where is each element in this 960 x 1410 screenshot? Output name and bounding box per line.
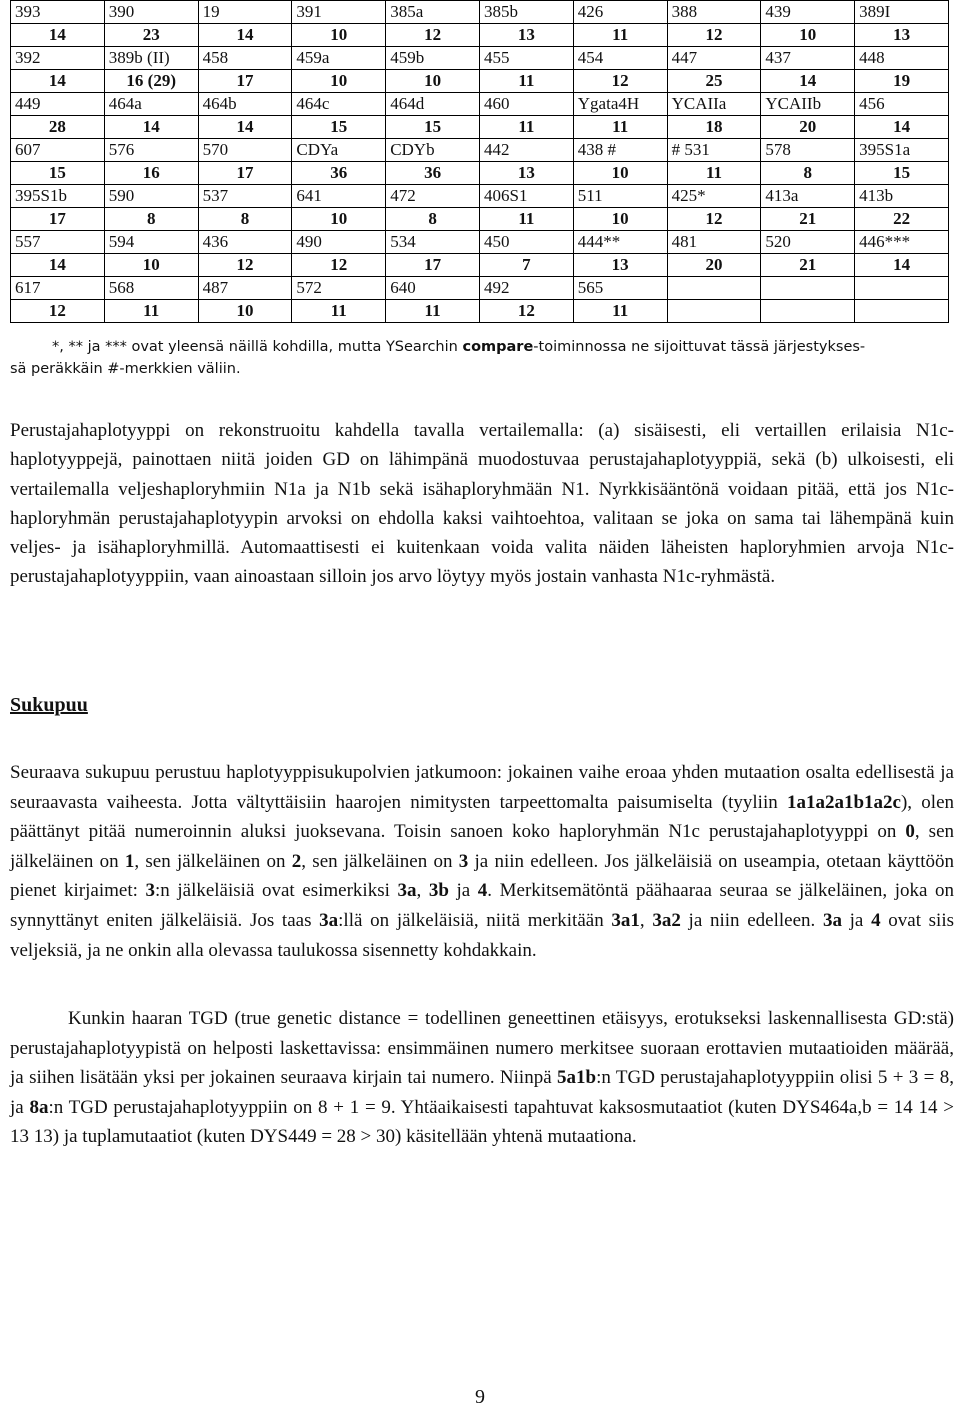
footnote-text-1: *, ** ja *** ovat yleensä näillä kohdilla, mutta YSearchin [52, 339, 463, 355]
marker-value-cell: 36 [292, 162, 386, 185]
marker-value-cell: 10 [198, 300, 292, 323]
marker-value-cell [667, 300, 761, 323]
marker-value-cell: 15 [386, 116, 480, 139]
marker-name-row [11, 139, 949, 162]
marker-name-cell: 459b [386, 47, 480, 70]
marker-name-cell: 456 [855, 93, 949, 116]
marker-name-row [11, 1, 949, 24]
marker-name-cell [667, 277, 761, 300]
section-heading: Sukupuu [10, 694, 88, 716]
marker-value-cell: 23 [104, 24, 198, 47]
marker-name-cell: 520 [761, 231, 855, 254]
marker-value-cell: 14 [11, 24, 105, 47]
marker-name-cell: 391 [292, 1, 386, 24]
marker-name-cell: 425* [667, 185, 761, 208]
marker-name-cell: 460 [479, 93, 573, 116]
paragraph-tree-numbering: Seuraava sukupuu perustuu haplotyyppisukupolvien jatkumoon: jokainen vaihe eroaa yhden mutaation osalta edellisestä ja seuraavasta vaiheesta. Jotta vältyttäisiin haarojen nimitysten tarpeettomalta paisumiselta (tyyliin 1a1a2a1b1a2c), olen päättänyt pitää numeroinnin aluksi juoksevana. Toisin sanoen koko haploryhmän N1c perustajahaplotyyppi on 0, sen jälkeläinen on 1, sen jälkeläinen on 2, sen jälkeläinen on 3 ja niin edelleen. Jos jälkeläisiä on useampia, otetaan käyttöön pienet kirjaimet: 3:n jälkeläisiä ovat esimerkiksi 3a, 3b ja 4. Merkitsemätöntä päähaaraa seuraa se jälkeläinen, joka on synnyttänyt eniten jälkeläisiä. Jos taas 3a:llä on jälkeläisiä, niitä merkitään 3a1, 3a2 ja niin edelleen. 3a ja 4 ovat siis veljeksiä, ja ne onkin alla olevassa taulukossa sisennetty kohdakkain. [10, 762, 955, 961]
marker-name-cell: 511 [573, 185, 667, 208]
marker-value-cell: 11 [573, 300, 667, 323]
page-number: 9 [475, 1386, 485, 1408]
marker-name-cell: 442 [479, 139, 573, 162]
marker-value-cell: 12 [292, 254, 386, 277]
marker-value-cell: 11 [573, 116, 667, 139]
marker-name-cell: 413a [761, 185, 855, 208]
marker-value-cell: 8 [104, 208, 198, 231]
paragraph-founder-haplotype: Perustajahaplotyyppi on rekonstruoitu kahdella tavalla vertailemalla: (a) sisäisesti, eli vertaillen erilaisia N1c-haplotyyppejä, painottaen niitä joiden GD on lähimpänä muodostuvaa perustajahaplotyyppiä, sekä (b) ulkoisesti, eli vertailemalla veljeshaploryhmiin N1a ja N1b sekä isähaploryhmään N1. Nyrkkisääntönä voidaan pitää, että jos N1c-haploryhmän perustajahaplotyypin arvoksi on ehdolla kaksi vaihtoehtoa, valitaan se joka on sama tai lähempänä kuin veljes- ja isähaploryhmillä. Automaattisesti ei kuitenkaan voida valita näiden läheisten haploryhmien arvoja N1c-perustajahaplotyyppiin, vaan ainoastaan silloin jos arvo löytyy myös jostain vanhasta N1c-ryhmästä. [10, 420, 954, 588]
marker-name-cell: 534 [386, 231, 480, 254]
marker-name-cell: 572 [292, 277, 386, 300]
marker-name-cell: 393 [11, 1, 105, 24]
marker-value-cell: 12 [198, 254, 292, 277]
marker-name-cell: 464b [198, 93, 292, 116]
marker-name-cell: 565 [573, 277, 667, 300]
marker-name-cell: 578 [761, 139, 855, 162]
marker-value-cell: 8 [386, 208, 480, 231]
marker-value-cell: 11 [292, 300, 386, 323]
marker-name-cell: 490 [292, 231, 386, 254]
marker-value-cell: 10 [573, 162, 667, 185]
marker-name-row [11, 277, 949, 300]
marker-value-row [11, 70, 949, 93]
marker-value-cell: 14 [761, 70, 855, 93]
marker-name-cell: 447 [667, 47, 761, 70]
marker-name-cell: 459a [292, 47, 386, 70]
marker-value-cell: 14 [855, 116, 949, 139]
marker-value-cell: 14 [104, 116, 198, 139]
marker-name-cell: 406S1 [479, 185, 573, 208]
marker-value-cell: 11 [104, 300, 198, 323]
marker-name-cell: 448 [855, 47, 949, 70]
marker-name-cell: 426 [573, 1, 667, 24]
marker-name-cell: 19 [198, 1, 292, 24]
marker-value-cell: 15 [292, 116, 386, 139]
marker-name-cell: 607 [11, 139, 105, 162]
marker-name-cell: 492 [479, 277, 573, 300]
marker-value-cell: 10 [292, 24, 386, 47]
marker-name-row [11, 185, 949, 208]
marker-value-cell: 10 [761, 24, 855, 47]
marker-value-cell: 7 [479, 254, 573, 277]
marker-value-cell: 14 [11, 254, 105, 277]
marker-name-cell: 389I [855, 1, 949, 24]
marker-value-cell: 21 [761, 208, 855, 231]
marker-value-cell: 14 [855, 254, 949, 277]
marker-name-cell: 458 [198, 47, 292, 70]
marker-name-cell: 385a [386, 1, 480, 24]
marker-value-cell: 11 [479, 208, 573, 231]
marker-value-cell: 11 [479, 70, 573, 93]
marker-value-cell: 36 [386, 162, 480, 185]
marker-name-cell: 436 [198, 231, 292, 254]
footnote-text-2: -toiminnossa ne sijoittuvat tässä järjestykses- [533, 339, 866, 355]
marker-name-cell: 537 [198, 185, 292, 208]
footnote-line-2: sä peräkkäin #-merkkien väliin. [10, 361, 241, 377]
marker-value-cell: 8 [198, 208, 292, 231]
table-footnote [10, 336, 948, 380]
marker-value-row [11, 208, 949, 231]
marker-value-cell: 17 [198, 162, 292, 185]
marker-value-cell: 12 [667, 24, 761, 47]
marker-value-cell: 10 [104, 254, 198, 277]
marker-name-cell: 464d [386, 93, 480, 116]
marker-name-cell: CDYa [292, 139, 386, 162]
footnote-compare: compare [462, 339, 534, 355]
marker-value-cell: 25 [667, 70, 761, 93]
marker-value-cell: 14 [198, 116, 292, 139]
marker-name-cell: 392 [11, 47, 105, 70]
marker-value-cell: 20 [667, 254, 761, 277]
marker-name-row [11, 47, 949, 70]
marker-value-cell: 20 [761, 116, 855, 139]
marker-name-cell: 438 # [573, 139, 667, 162]
marker-name-row [11, 231, 949, 254]
marker-value-cell: 10 [573, 208, 667, 231]
marker-value-cell: 10 [386, 70, 480, 93]
marker-name-cell: 454 [573, 47, 667, 70]
marker-name-cell: 437 [761, 47, 855, 70]
marker-value-cell [761, 300, 855, 323]
marker-name-cell: 594 [104, 231, 198, 254]
marker-value-cell: 13 [479, 24, 573, 47]
marker-value-cell: 15 [855, 162, 949, 185]
marker-value-row [11, 24, 949, 47]
marker-name-cell: 388 [667, 1, 761, 24]
marker-value-cell: 16 [104, 162, 198, 185]
marker-name-cell: 487 [198, 277, 292, 300]
marker-value-cell: 8 [761, 162, 855, 185]
marker-name-cell: 640 [386, 277, 480, 300]
marker-value-row [11, 162, 949, 185]
marker-name-cell: 413b [855, 185, 949, 208]
marker-name-cell: YCAIIb [761, 93, 855, 116]
marker-name-cell: 617 [11, 277, 105, 300]
marker-name-cell: 444** [573, 231, 667, 254]
marker-value-cell: 22 [855, 208, 949, 231]
marker-name-cell: Ygata4H [573, 93, 667, 116]
marker-name-cell: 395S1b [11, 185, 105, 208]
marker-value-cell: 13 [855, 24, 949, 47]
marker-name-cell: 472 [386, 185, 480, 208]
marker-name-cell: 450 [479, 231, 573, 254]
marker-name-cell: # 531 [667, 139, 761, 162]
marker-value-cell: 10 [292, 208, 386, 231]
marker-value-cell: 12 [11, 300, 105, 323]
marker-name-cell: 385b [479, 1, 573, 24]
marker-value-cell: 11 [479, 116, 573, 139]
marker-name-cell: 439 [761, 1, 855, 24]
marker-value-cell: 21 [761, 254, 855, 277]
marker-value-cell: 17 [386, 254, 480, 277]
marker-name-cell: 576 [104, 139, 198, 162]
marker-name-cell: CDYb [386, 139, 480, 162]
marker-value-cell: 13 [479, 162, 573, 185]
marker-name-cell: 390 [104, 1, 198, 24]
marker-name-cell [761, 277, 855, 300]
marker-name-cell: 641 [292, 185, 386, 208]
marker-value-cell: 28 [11, 116, 105, 139]
marker-value-row [11, 300, 949, 323]
marker-name-cell: 590 [104, 185, 198, 208]
marker-value-cell: 17 [11, 208, 105, 231]
marker-value-row [11, 116, 949, 139]
marker-name-cell: 557 [11, 231, 105, 254]
marker-value-cell: 17 [198, 70, 292, 93]
marker-value-cell: 16 (29) [104, 70, 198, 93]
marker-name-cell: 455 [479, 47, 573, 70]
marker-value-cell: 12 [573, 70, 667, 93]
marker-value-cell: 13 [573, 254, 667, 277]
marker-name-cell: 389b (II) [104, 47, 198, 70]
marker-value-cell: 14 [11, 70, 105, 93]
marker-name-cell [855, 277, 949, 300]
marker-name-cell: 449 [11, 93, 105, 116]
marker-value-row [11, 254, 949, 277]
marker-value-cell: 14 [198, 24, 292, 47]
marker-value-cell: 12 [386, 24, 480, 47]
marker-name-cell: 570 [198, 139, 292, 162]
marker-value-cell: 15 [11, 162, 105, 185]
marker-value-cell: 18 [667, 116, 761, 139]
marker-name-cell: 464c [292, 93, 386, 116]
marker-value-cell [855, 300, 949, 323]
marker-value-cell: 12 [667, 208, 761, 231]
marker-value-cell: 12 [479, 300, 573, 323]
marker-value-cell: 11 [386, 300, 480, 323]
marker-name-cell: 481 [667, 231, 761, 254]
paragraph-tgd: Kunkin haaran TGD (true genetic distance = todellinen geneettinen etäisyys, erotukseksi laskennallisesta GD:stä) perustajahaplotyypistä on helposti laskettavissa: ensimmäinen numero merkitsee suoraan erottavien mutaatioiden määrää, ja siihen lisätään yksi per jokainen seuraava kirjain tai numero. Niinpä 5a1b:n TGD perustajahaplotyyppiin olisi 5 + 3 = 8, ja 8a:n TGD perustajahaplotyyppiin on 8 + 1 = 9. Yhtäaikaisesti tapahtuvat kaksosmutaatiot (kuten DYS464a,b = 14 14 > 13 13) ja tuplamutaatiot (kuten DYS449 = 28 > 30) käsitellään yhtenä mutaationa. [10, 1008, 954, 1148]
marker-value-cell: 10 [292, 70, 386, 93]
marker-name-row [11, 93, 949, 116]
marker-name-cell: 395S1a [855, 139, 949, 162]
dys-marker-table [10, 0, 949, 323]
marker-name-cell: 446*** [855, 231, 949, 254]
marker-name-cell: YCAIIa [667, 93, 761, 116]
marker-value-cell: 11 [573, 24, 667, 47]
marker-name-cell: 464a [104, 93, 198, 116]
marker-name-cell: 568 [104, 277, 198, 300]
marker-value-cell: 19 [855, 70, 949, 93]
marker-value-cell: 11 [667, 162, 761, 185]
